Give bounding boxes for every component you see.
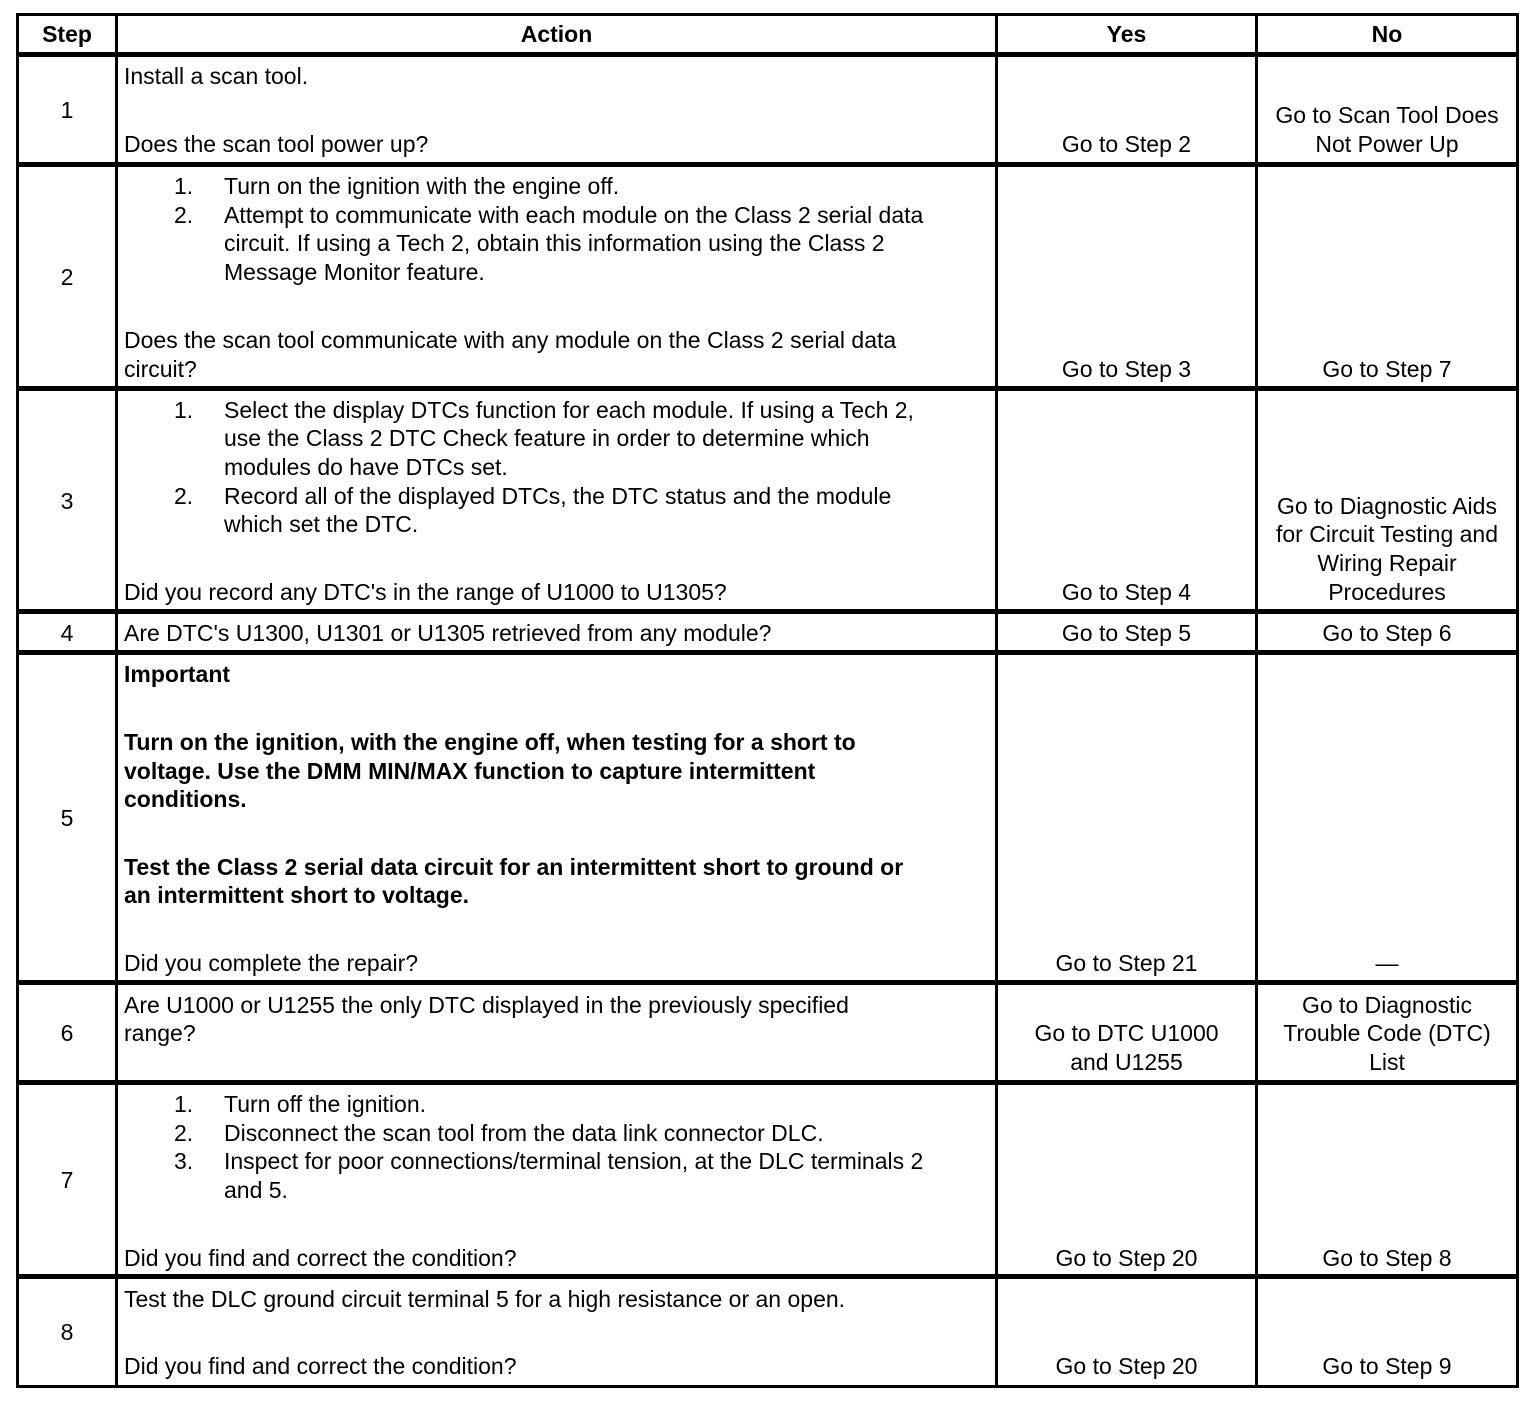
action-question: Did you find and correct the condition? <box>124 1353 517 1379</box>
step-number: 2 <box>60 264 74 290</box>
step-number: 5 <box>60 805 74 831</box>
list-item: Disconnect the scan tool from the data link connector DLC. <box>224 1120 824 1146</box>
list-item: use the Class 2 DTC Check feature in order to determine which <box>224 425 870 451</box>
no-result: Wiring Repair <box>1317 550 1457 576</box>
yes-result: Go to Step 20 <box>1055 1353 1198 1379</box>
action-question: Does the scan tool communicate with any module on the Class 2 serial data <box>124 327 897 353</box>
list-number: 1. <box>174 1091 194 1117</box>
step-number: 3 <box>60 488 74 514</box>
no-result: Not Power Up <box>1315 131 1459 157</box>
list-number: 1. <box>174 397 194 423</box>
important-note: voltage. Use the DMM MIN/MAX function to capture intermittent <box>124 758 816 784</box>
no-result: Trouble Code (DTC) <box>1283 1020 1491 1046</box>
yes-result: Go to Step 3 <box>1061 356 1192 382</box>
step-number: 6 <box>60 1020 74 1046</box>
action-question: Did you complete the repair? <box>124 950 419 976</box>
list-item: Turn on the ignition with the engine off. <box>224 173 620 199</box>
yes-result: Go to Step 20 <box>1055 1245 1198 1271</box>
list-item: Message Monitor feature. <box>224 259 485 285</box>
no-result: Procedures <box>1328 579 1446 605</box>
list-item: which set the DTC. <box>224 511 419 537</box>
action-question: range? <box>124 1020 196 1046</box>
header-no: No <box>1371 21 1403 47</box>
yes-result: and U1255 <box>1070 1049 1183 1075</box>
list-number: 2. <box>174 202 194 228</box>
list-number: 1. <box>174 173 194 199</box>
list-number: 2. <box>174 483 194 509</box>
header-step: Step <box>42 21 92 47</box>
yes-result: Go to Step 5 <box>1061 620 1192 646</box>
list-item: Record all of the displayed DTCs, the DTC status and the module <box>224 483 892 509</box>
header-yes: Yes <box>1106 21 1147 47</box>
no-result: Go to Diagnostic Aids <box>1277 493 1497 519</box>
yes-result: Go to Step 2 <box>1061 131 1192 157</box>
action-question: Are DTC's U1300, U1301 or U1305 retrieved from any module? <box>124 620 772 646</box>
no-result: for Circuit Testing and <box>1275 521 1498 547</box>
test-instruction: an intermittent short to voltage. <box>124 882 470 908</box>
header-action: Action <box>520 21 593 47</box>
step-number: 7 <box>60 1167 74 1193</box>
action-question: Did you find and correct the condition? <box>124 1245 517 1271</box>
no-result: Go to Step 8 <box>1322 1245 1452 1271</box>
list-item: and 5. <box>224 1177 288 1203</box>
action-question: Are U1000 or U1255 the only DTC displayed in the previously specified <box>124 992 849 1018</box>
list-item: circuit. If using a Tech 2, obtain this information using the Class 2 <box>224 230 885 256</box>
important-note: conditions. <box>124 786 247 812</box>
important-note: Turn on the ignition, with the engine off, when testing for a short to <box>124 729 856 755</box>
yes-result: Go to Step 4 <box>1061 579 1192 605</box>
list-item: Turn off the ignition. <box>224 1091 427 1117</box>
list-item: Select the display DTCs function for each module. If using a Tech 2, <box>224 397 914 423</box>
no-result: Go to Step 7 <box>1322 356 1452 382</box>
action-text: Install a scan tool. <box>124 63 309 89</box>
list-item: Inspect for poor connections/terminal tension, at the DLC terminals 2 <box>224 1148 924 1174</box>
list-number: 3. <box>174 1148 194 1174</box>
list-item: Attempt to communicate with each module on the Class 2 serial data <box>224 202 924 228</box>
action-question: circuit? <box>124 356 197 382</box>
no-result: Go to Diagnostic <box>1301 992 1473 1018</box>
step-number: 1 <box>60 97 74 123</box>
no-result: Go to Scan Tool Does <box>1275 102 1499 128</box>
step-number: 8 <box>60 1319 74 1345</box>
no-result: Go to Step 6 <box>1322 620 1452 646</box>
no-result: List <box>1369 1049 1405 1075</box>
list-item: modules do have DTCs set. <box>224 454 508 480</box>
action-question: Does the scan tool power up? <box>124 131 429 157</box>
test-instruction: Test the Class 2 serial data circuit for an intermittent short to ground or <box>124 854 904 880</box>
step-number: 4 <box>60 620 74 646</box>
action-text: Test the DLC ground circuit terminal 5 for a high resistance or an open. <box>124 1286 846 1312</box>
action-question: Did you record any DTC's in the range of U1000 to U1305? <box>124 579 727 605</box>
no-result: — <box>1375 950 1399 976</box>
yes-result: Go to DTC U1000 <box>1034 1020 1219 1046</box>
yes-result: Go to Step 21 <box>1055 950 1198 976</box>
important-title: Important <box>124 661 231 687</box>
no-result: Go to Step 9 <box>1322 1353 1452 1379</box>
list-number: 2. <box>174 1120 194 1146</box>
